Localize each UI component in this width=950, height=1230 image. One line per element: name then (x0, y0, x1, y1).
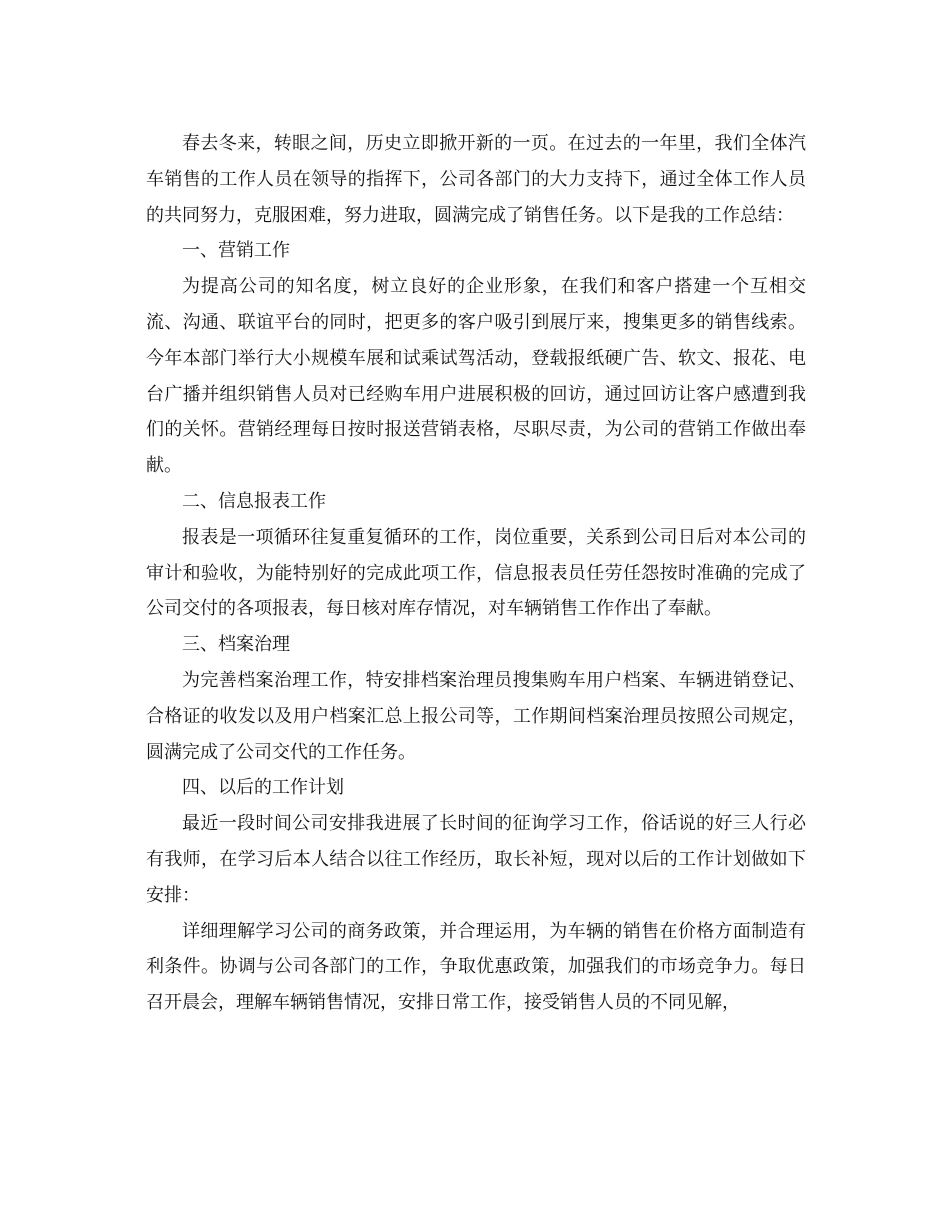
future-plan-paragraph: 最近一段时间公司安排我进展了长时间的征询学习工作，俗话说的好三人行必有我师，在学习后本人结合以往工作经历，取长补短，现对以后的工作计划做如下安排： (146, 813, 806, 906)
intro-paragraph: 春去冬来，转眼之间，历史立即掀开新的一页。在过去的一年里，我们全体汽车销售的工作人员在领导的指挥下，公司各部门的大力支持下，通过全体工作人员的共同努力，克服困难，努力进取，圆满完成了销售任务。以下是我的工作总结： (146, 133, 806, 226)
reports-paragraph: 报表是一项循环往复重复循环的工作，岗位重要，关系到公司日后对本公司的审计和验收，为能特别好的完成此项工作，信息报表员任劳任怨按时准确的完成了公司交付的各项报表，每日核对库存情况，对车辆销售工作作出了奉献。 (146, 526, 806, 620)
section-heading-reports: 二、信息报表工作 (182, 490, 326, 512)
archives-paragraph: 为完善档案治理工作，特安排档案治理员搜集购车用户档案、车辆进销登记、合格证的收发以及用户档案汇总上报公司等，工作期间档案治理员按照公司规定，圆满完成了公司交代的工作任务。 (146, 669, 806, 763)
plan-details-paragraph: 详细理解学习公司的商务政策，并合理运用，为车辆的销售在价格方面制造有利条件。协调与公司各部门的工作，争取优惠政策，加强我们的市场竞争力。每日召开晨会，理解车辆销售情况，安排日常工作，接受销售人员的不同见解， (146, 920, 806, 1014)
section-heading-marketing: 一、营销工作 (182, 240, 290, 262)
marketing-paragraph: 为提高公司的知名度，树立良好的企业形象，在我们和客户搭建一个互相交流、沟通、联谊平台的同时，把更多的客户吸引到展厅来，搜集更多的销售线索。今年本部门举行大小规模车展和试乘试驾活动，登载报纸硬广告、软文、报花、电台广播并组织销售人员对已经购车用户进展积极的回访，通过回访让客户感遭到我们的关怀。营销经理每日按时报送营销表格，尽职尽责，为公司的营销工作做出奉献。 (146, 276, 806, 477)
document-body (146, 126, 806, 1021)
section-heading-future-plan: 四、以后的工作计划 (182, 777, 344, 799)
section-heading-archives: 三、档案治理 (182, 634, 290, 656)
